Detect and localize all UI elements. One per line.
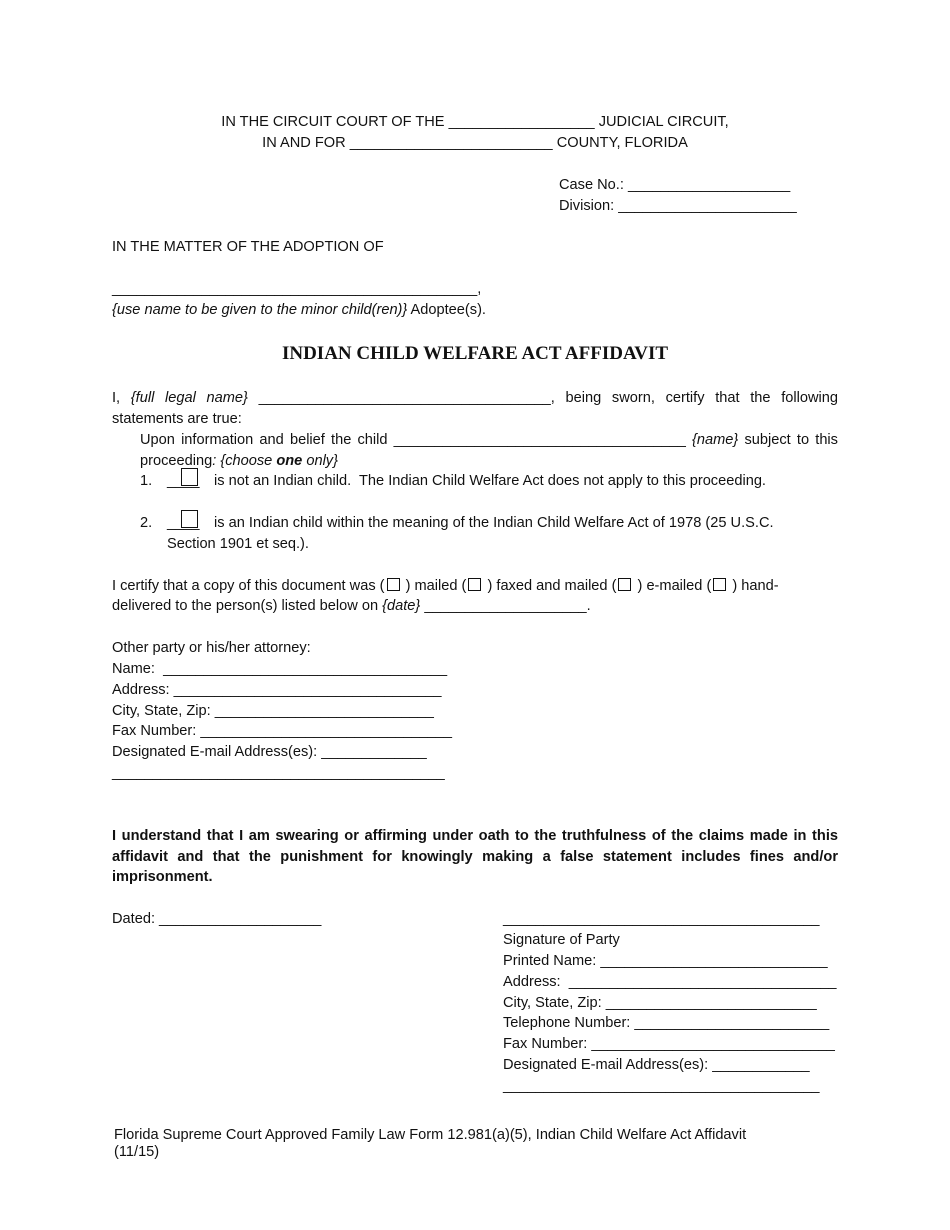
intro-i: I, — [112, 390, 131, 406]
matter-heading: IN THE MATTER OF THE ADOPTION OF — [112, 239, 384, 255]
option-2-text: is an Indian child within the meaning of the Indian Child Welfare Act of 1978 (25 U.S.C. — [210, 515, 774, 531]
oath-statement: I understand that I am swearing or affirming under oath to the truthfulness of the claims made in this affidavit and that the punishment for knowingly making a false statement includes fines and/or imprisonment. — [112, 828, 838, 885]
other-party-heading: Other party or his/her attorney: — [112, 640, 311, 656]
page-title: INDIAN CHILD WELFARE ACT AFFIDAVIT — [281, 343, 669, 364]
full-name-hint: {full legal name} — [130, 390, 248, 406]
dated-field[interactable]: Dated: ____________________ — [112, 911, 322, 927]
certify-pre: I certify that a copy of this document was ( — [112, 578, 385, 594]
signer-fax-field[interactable]: Fax Number: ______________________________ — [503, 1036, 835, 1052]
certify-line2 — [112, 596, 591, 616]
adoptee-name-line[interactable]: _____________________________________________, — [112, 281, 482, 297]
option-2-checkbox[interactable] — [181, 510, 198, 528]
adoptee-caption — [112, 300, 486, 320]
option-1-checkbox[interactable] — [181, 468, 198, 486]
adoptee-name-hint: {use name to be given to the minor child(ren)} — [112, 302, 408, 318]
date-hint: {date} — [382, 598, 421, 614]
emailed-label: ) e-mailed ( — [633, 578, 712, 594]
option-1-text: is not an Indian child. The Indian Child Welfare Act does not apply to this proceeding. — [210, 473, 766, 489]
printed-name-field[interactable]: Printed Name: ____________________________ — [503, 953, 828, 969]
signer-address-field[interactable]: Address: _________________________________ — [503, 974, 837, 990]
signer-phone-field[interactable]: Telephone Number: ________________________ — [503, 1015, 830, 1031]
certify-line2-pre: delivered to the person(s) listed below on — [112, 598, 383, 614]
hand-delivered-checkbox[interactable] — [713, 578, 726, 591]
option-2-blank: ____ — [167, 515, 200, 531]
footer-form-line2: (11/15) — [114, 1144, 160, 1160]
mailed-label: ) mailed ( — [401, 578, 467, 594]
signature-line[interactable]: _______________________________________ — [503, 911, 820, 927]
option-1-blank: ____ — [167, 473, 200, 489]
subject-text: subject to — [738, 432, 810, 448]
proceeding-text: this proceeding — [140, 432, 838, 469]
other-party-address-field[interactable]: Address: _________________________________ — [112, 682, 442, 698]
signer-city-field[interactable]: City, State, Zip: __________________________ — [503, 995, 817, 1011]
other-party-fax-field[interactable]: Fax Number: _______________________________ — [112, 723, 453, 739]
signer-extra-line[interactable]: _______________________________________ — [503, 1078, 820, 1094]
intro-rest: ____________________________________, being sworn, certify that the following statements are true: — [112, 390, 838, 427]
intro-statement — [112, 388, 838, 429]
faxed-checkbox[interactable] — [468, 578, 481, 591]
case-number-field[interactable]: Case No.: ____________________ — [559, 177, 791, 193]
signature-label: Signature of Party — [503, 932, 620, 948]
footer-form-line1: Florida Supreme Court Approved Family Law Form 12.981(a)(5), Indian Child Welfare Act Affidavit — [114, 1127, 747, 1143]
upon-text: Upon information and belief the child ____________________________________ — [140, 432, 693, 448]
other-party-email-field[interactable]: Designated E-mail Address(es): _____________ — [112, 744, 427, 760]
court-header-line1: IN THE CIRCUIT COURT OF THE __________________ JUDICIAL CIRCUIT, — [221, 114, 729, 130]
faxed-label: ) faxed and mailed ( — [483, 578, 617, 594]
other-party-city-field[interactable]: City, State, Zip: ___________________________ — [112, 703, 434, 719]
choose-pre: : {choose — [212, 452, 277, 469]
option-2-number: 2. — [140, 515, 153, 531]
certify-date-blank[interactable]: ____________________. — [420, 598, 591, 614]
mailed-checkbox[interactable] — [387, 578, 400, 591]
adoptee-label: Adoptee(s). — [407, 302, 486, 318]
certify-line1 — [112, 576, 779, 596]
hand-label: ) hand- — [728, 578, 779, 594]
other-party-extra-line[interactable]: _________________________________________ — [112, 765, 445, 781]
court-header-line2: IN AND FOR _________________________ COUNTY, FLORIDA — [262, 135, 688, 151]
child-name-hint: {name} — [692, 432, 739, 448]
choose-post: only} — [302, 452, 338, 469]
choose-one: one — [276, 452, 303, 469]
division-field[interactable]: Division: ______________________ — [559, 198, 797, 214]
upon-statement — [140, 430, 838, 471]
signer-email-field[interactable]: Designated E-mail Address(es): ____________ — [503, 1057, 810, 1073]
option-2-text-line2: Section 1901 et seq.). — [167, 536, 309, 552]
emailed-checkbox[interactable] — [618, 578, 631, 591]
option-1-number: 1. — [140, 473, 153, 489]
other-party-name-field[interactable]: Name: ___________________________________ — [112, 661, 448, 677]
